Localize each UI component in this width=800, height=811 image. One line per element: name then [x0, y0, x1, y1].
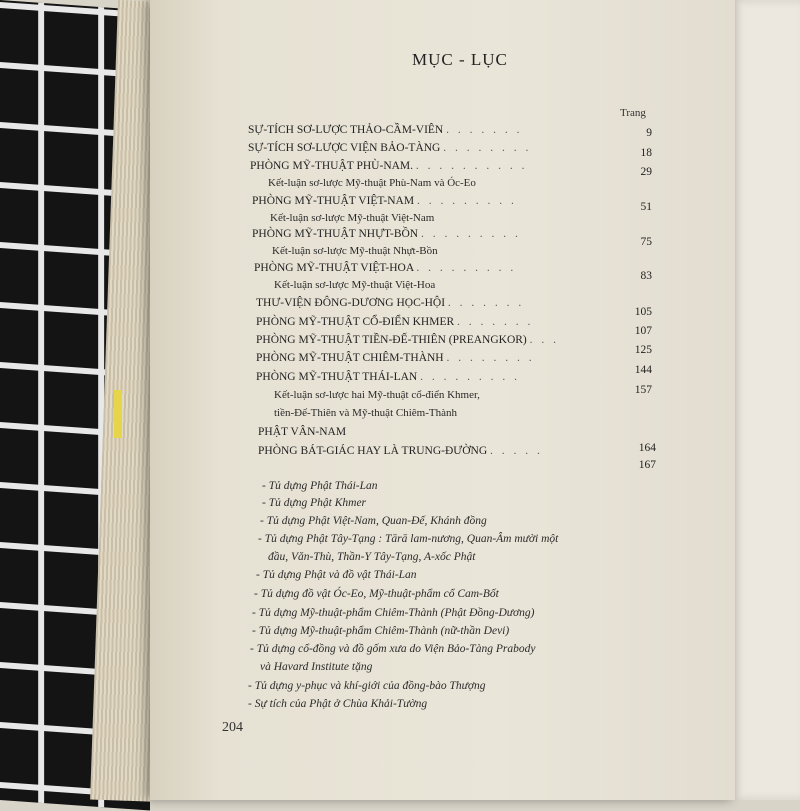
list-item: - Tủ dựng Phật Khmer [262, 497, 367, 509]
list-item: - Sự tích của Phật ở Chùa Khải-Tường [248, 698, 428, 710]
page-title: MỤC - LỤC [412, 50, 508, 69]
adjacent-page [730, 0, 800, 800]
list-item: - Tủ dựng y-phục và khí-giới của đồng-bào Thượng [248, 680, 486, 692]
list-item: - Tủ dựng Phật Việt-Nam, Quan-Đế, Khánh đồng [260, 515, 487, 527]
toc-page-number: 125 [634, 344, 652, 356]
toc-page-number: 51 [640, 201, 652, 213]
toc-subentry: Kết-luận sơ-lược Mỹ-thuật Việt-Hoa [274, 279, 436, 291]
list-item: - Tủ dựng Phật Tây-Tạng : Tārā lam-nương, Quan-Âm mười một [258, 533, 559, 545]
toc-page-number: 167 [638, 459, 656, 471]
book-page [150, 0, 735, 800]
toc-entry: PHẬT VÂN-NAM [258, 426, 347, 438]
list-item: - Tủ dựng cổ-đồng và đồ gốm xưa do Viện Bảo-Tàng Prabody [250, 643, 536, 655]
toc-entry: PHÒNG MỸ-THUẬT VIỆT-HOA . . . . . . . . . [254, 262, 517, 274]
toc-subentry: Kết-luận sơ-lược Mỹ-thuật Nhựt-Bồn [272, 245, 438, 257]
toc-subentry: Kết-luận sơ-lược Mỹ-thuật Việt-Nam [270, 212, 435, 224]
toc-entry: THƯ-VIỆN ĐÔNG-DƯƠNG HỌC-HỘI . . . . . . . [256, 297, 525, 309]
toc-subentry: Kết-luận sơ-lược Mỹ-thuật Phù-Nam và Óc-Eo [268, 177, 476, 189]
list-item: và Havard Institute tặng [260, 661, 373, 673]
toc-page-number: 157 [634, 384, 652, 396]
page-column-label: Trang [620, 107, 646, 119]
toc-page-number: 107 [634, 325, 652, 337]
toc-entry: PHÒNG MỸ-THUẬT TIỀN-ĐẾ-THIÊN (PREANGKOR) . . . [256, 334, 560, 346]
toc-subentry: Kết-luận sơ-lược hai Mỹ-thuật cổ-điển Khmer, [274, 389, 480, 401]
toc-page-number: 105 [634, 306, 652, 318]
toc-entry: PHÒNG MỸ-THUẬT CHIÊM-THÀNH . . . . . . . . [256, 352, 535, 364]
list-item: đầu, Văn-Thù, Thần-Y Tây-Tạng, A-xốc Phật [268, 551, 476, 563]
toc-entry: PHÒNG MỸ-THUẬT CỔ-ĐIỂN KHMER . . . . . . . [256, 316, 534, 328]
toc-entry: PHÒNG BÁT-GIÁC HAY LÀ TRUNG-ĐƯỜNG . . . . . [258, 445, 543, 457]
table-of-contents [150, 0, 735, 800]
toc-entry: SỰ-TÍCH SƠ-LƯỢC THẢO-CẦM-VIÊN . . . . . . . [248, 124, 523, 136]
toc-entry: SỰ-TÍCH SƠ-LƯỢC VIỆN BẢO-TÀNG . . . . . . . . [248, 142, 532, 154]
toc-page-number: 83 [640, 270, 652, 282]
toc-subentry: tiền-Đế-Thiên và Mỹ-thuật Chiêm-Thành [274, 407, 457, 419]
page-number: 204 [222, 720, 243, 735]
toc-page-number: 144 [634, 364, 652, 376]
list-item: - Tủ dựng Mỹ-thuật-phẩm Chiêm-Thành (Phật Đồng-Dương) [252, 607, 535, 619]
toc-page-number: 164 [638, 442, 656, 454]
toc-entry: PHÒNG MỸ-THUẬT NHỰT-BỒN . . . . . . . . . [252, 228, 521, 240]
list-item: - Tủ dựng đồ vật Óc-Eo, Mỹ-thuật-phẩm cổ Cam-Bốt [254, 588, 499, 600]
toc-entry: PHÒNG MỸ-THUẬT THÁI-LAN . . . . . . . . . [256, 371, 520, 383]
toc-entry: PHÒNG MỸ-THUẬT PHÙ-NAM. . . . . . . . . . . [250, 160, 528, 172]
toc-page-number: 9 [646, 127, 652, 139]
toc-page-number: 75 [640, 236, 652, 248]
list-item: - Tủ dựng Phật Thái-Lan [262, 480, 378, 492]
toc-page-number: 18 [640, 147, 652, 159]
toc-entry: PHÒNG MỸ-THUẬT VIỆT-NAM . . . . . . . . . [252, 195, 517, 207]
list-item: - Tủ dựng Mỹ-thuật-phẩm Chiêm-Thành (nữ-thần Devi) [252, 625, 510, 637]
yellow-bookmark-tab [114, 390, 122, 438]
toc-page-number: 29 [640, 166, 652, 178]
list-item: - Tủ dựng Phật và đồ vật Thái-Lan [256, 569, 417, 581]
